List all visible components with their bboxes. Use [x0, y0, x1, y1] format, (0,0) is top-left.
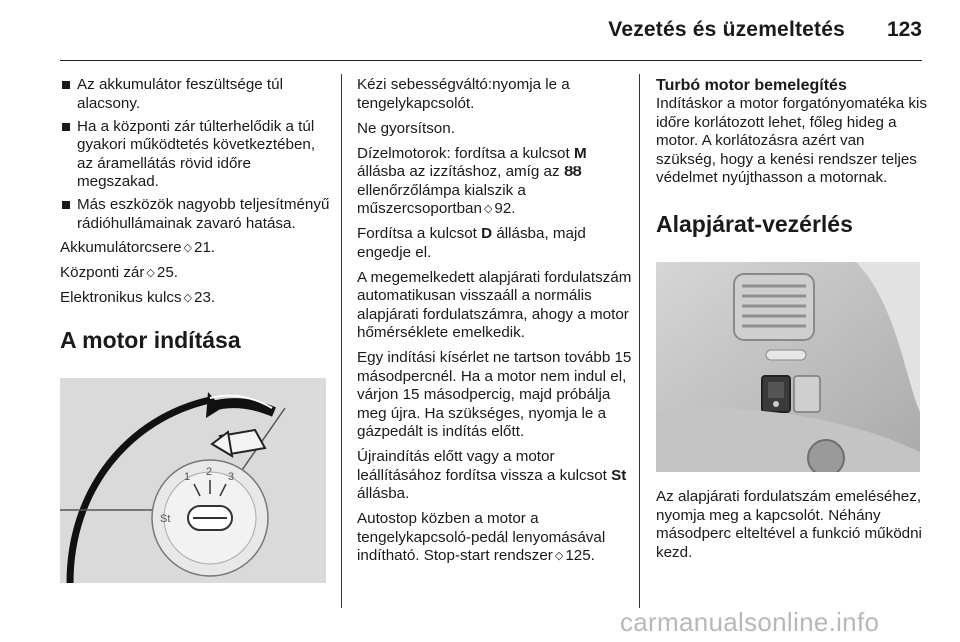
paragraph-diesel: Dízelmotorok: fordítsa a kulcsot M állásba az izzításhoz, amíg az ȢȢ ellenőrzőlámpa kialszik a műszercsoportban ◇ 92.	[357, 144, 587, 217]
paragraph: Újraindítás előtt vagy a motor leállításához fordítsa vissza a kulcsot St állásba.	[357, 448, 627, 502]
sub-heading-turbo: Turbó motor bemelegítés	[656, 77, 847, 94]
switch-position-3: 3	[228, 471, 235, 483]
switch-position-2: 2	[206, 466, 213, 478]
ref-battery[interactable]: Akkumulátorcsere ◇ 21.	[60, 239, 216, 256]
bullet-list	[60, 76, 332, 233]
key-position-d: D	[481, 225, 493, 242]
page-ref-arrow-icon: ◇	[554, 550, 564, 562]
ignition-switch-illustration	[60, 378, 326, 583]
page-ref-arrow-icon: ◇	[146, 267, 155, 279]
section-heading-idle-control: Alapjárat-vezérlés	[656, 210, 853, 237]
section-heading-engine-start: A motor indítása	[60, 326, 241, 353]
key-position-m: M	[573, 144, 587, 162]
glow-plug-icon: ȢȢ	[563, 163, 582, 180]
switch-position-off: St	[160, 513, 171, 525]
paragraph: Ne gyorsítson.	[357, 119, 455, 137]
bullet-item: Ha a központi zár túlterhelődik a túl gyakori működtetés következtében, az áramellátás rövid időre megszakad.	[60, 118, 332, 192]
bullet-item: Az akkumulátor feszültsége túl alacsony.	[60, 76, 332, 113]
paragraph: Egy indítási kísérlet ne tartson tovább 15 másodpercnél. Ha a motor nem indul el, várjon 15 másodpercig, majd próbálja meg újra. Ha szükséges, nyomja le a gázpedált is indítás előtt.	[357, 349, 632, 440]
ref-central-lock[interactable]: Központi zár ◇ 25.	[60, 264, 179, 281]
ignition-drawing	[60, 378, 326, 583]
page-ref[interactable]: 92.	[494, 200, 516, 217]
bullet-item: Más eszközök nagyobb teljesítményű rádióhullámainak zavaró hatása.	[60, 196, 332, 233]
column-divider-1	[341, 74, 342, 608]
column-1	[60, 76, 332, 354]
switch-position-1: 1	[184, 471, 191, 483]
key-position-st: St	[611, 466, 627, 484]
page-ref[interactable]: 125.	[565, 547, 595, 564]
column-3	[656, 76, 928, 238]
page-ref-arrow-icon: ◇	[183, 292, 193, 304]
idle-control-photo	[656, 262, 920, 472]
paragraph: Az alapjárati fordulatszám emeléséhez, nyomja meg a kapcsolót. Néhány másodperc elteltével a funkció működni kezd.	[656, 488, 922, 561]
paragraph: Kézi sebességváltó:nyomja le a tengelykapcsolót.	[357, 76, 570, 112]
page-ref-arrow-icon: ◇	[483, 203, 493, 215]
header-rule	[60, 60, 922, 61]
paragraph-autostop: Autostop közben a motor a tengelykapcsoló-pedál lenyomásával indítható. Stop-start rendszer ◇ 125.	[357, 510, 606, 564]
watermark: carmanualsonline.info	[620, 607, 880, 637]
paragraph: A megemelkedett alapjárati fordulatszám automatikusan visszaáll a normális alapjárati fordulatszámra, ahogy a motor hőmérséklete emelkedik.	[357, 268, 632, 341]
column-divider-2	[639, 74, 640, 608]
page-number: 123	[886, 18, 922, 41]
paragraph: Fordítsa a kulcsot D állásba, majd engedje el.	[357, 225, 586, 261]
page-ref-arrow-icon: ◇	[183, 242, 193, 254]
dashboard-drawing	[656, 262, 920, 472]
paragraph: Indításkor a motor forgatónyomatéka kis időre korlátozott lehet, főleg hideg a motor. A korlátozásra azért van szükség, hogy a kenési rendszer teljes védelmet nyújthasson a motornak.	[656, 95, 927, 186]
column-2	[357, 76, 632, 572]
page-header-title: Vezetés és üzemeltetés	[608, 18, 845, 41]
ref-electronic-key[interactable]: Elektronikus kulcs ◇ 23.	[60, 289, 216, 306]
idle-control-text	[656, 488, 928, 569]
